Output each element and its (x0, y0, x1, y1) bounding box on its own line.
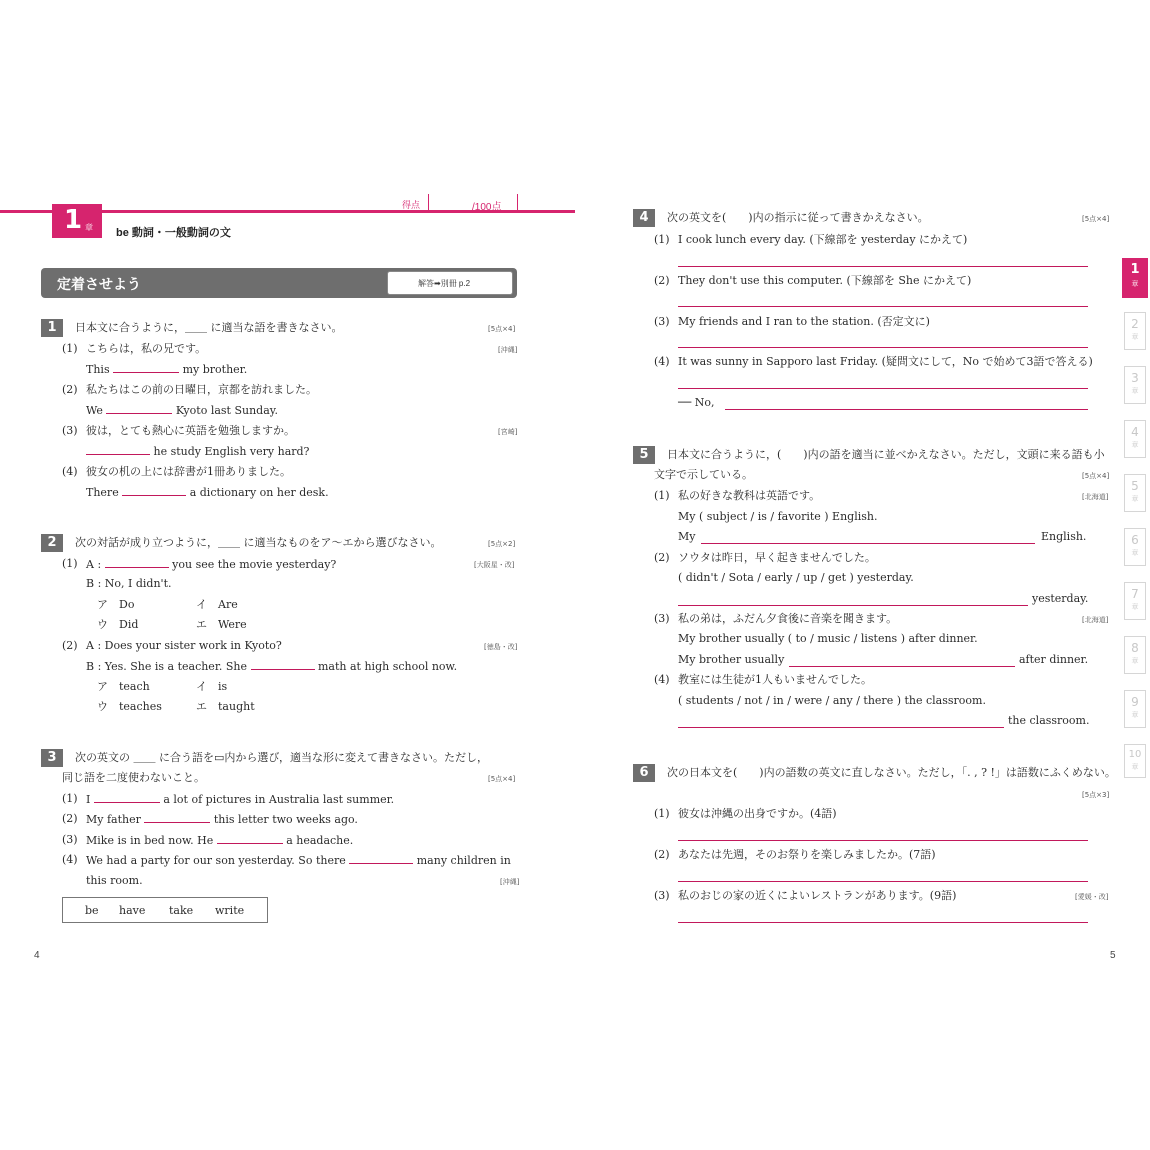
section-banner (41, 268, 517, 298)
chapter-tab-3[interactable]: 3 章 (1124, 366, 1146, 404)
q2-item1-tag: [大阪星・改] (474, 561, 515, 569)
q2-item2-choice-c: ウ teaches (97, 700, 162, 713)
q1-item1-no: (1) (62, 342, 78, 355)
answer-ref-box (387, 271, 513, 295)
q1-item1-ja: こちらは，私の兄です。 (86, 342, 207, 355)
q4-item2-no: (2) (654, 274, 670, 287)
q5-item1-end: English. (1041, 530, 1087, 543)
q4-item3: My friends and I ran to the station. (否定文に) (678, 315, 930, 328)
chapter-tab-5[interactable]: 5 章 (1124, 474, 1146, 512)
q6-item2-answer-line (678, 881, 1088, 882)
score-label: 得点 (402, 200, 421, 210)
q2-instruction: 次の対話が成り立つように，＿＿ に適当なものをア～エから選びなさい。 (75, 536, 442, 549)
chapter-title: be 動詞・一般動詞の文 (116, 227, 231, 239)
q3-item1: I a lot of pictures in Australia last summer. (86, 793, 395, 806)
q6-item2-ja: あなたは先週，そのお祭りを楽しみましたか。(7語) (678, 848, 936, 861)
q4-item3-answer-line (678, 347, 1088, 348)
q2-points: [5点×2] (488, 540, 516, 548)
q6-item1-answer-line (678, 840, 1088, 841)
q1-item4-en: There a dictionary on her desk. (86, 486, 329, 499)
answer-ref: 解答➡別冊 p.2 (418, 279, 471, 288)
q1-item3-tag: [宮崎] (498, 428, 518, 436)
q3-instruction: 次の英文の ＿＿ に合う語を▭内から選び，適当な形に変えて書きなさい。ただし， (75, 751, 488, 764)
q5-item2-words: ( didn't / Sota / early / up / get ) yesterday. (678, 571, 914, 584)
q6-number: 6 (633, 764, 655, 782)
q5-item4-end: the classroom. (1008, 714, 1090, 727)
q1-points: [5点×4] (488, 325, 516, 333)
q5-item3-end: after dinner. (1019, 653, 1089, 666)
q2-item1-choice-d: エ Were (196, 618, 247, 631)
q2-item2-tag: [徳島・改] (484, 643, 518, 651)
q4-item2: They don't use this computer. (下線部を She にかえて) (678, 274, 972, 287)
q5-item2-ja: ソウタは昨日，早く起きませんでした。 (678, 551, 876, 564)
q3-points: [5点×4] (488, 775, 516, 783)
q5-item3-answer-line (789, 666, 1015, 667)
q6-item3-tag: [愛媛・改] (1075, 893, 1109, 901)
q5-item4-ja: 教室には生徒が1人もいませんでした。 (678, 673, 872, 686)
q5-item4-no: (4) (654, 673, 670, 686)
q3-item1-no: (1) (62, 792, 78, 805)
section-title: 定着させよう (57, 276, 141, 292)
word-take: take (169, 904, 194, 917)
q5-item1-answer-line (701, 543, 1035, 544)
q6-item3-answer-line (678, 922, 1088, 923)
q5-points: [5点×4] (1082, 472, 1110, 480)
q1-item4-ja: 彼女の机の上には辞書が1冊ありました。 (86, 465, 291, 478)
q5-item4-words: ( students / not / in / were / any / there ) the classroom. (678, 694, 986, 707)
chapter-tab-1[interactable]: 1 章 (1122, 258, 1148, 298)
q4-item4-answer-line (678, 388, 1088, 389)
chapter-tab-8[interactable]: 8 章 (1124, 636, 1146, 674)
q6-item1-ja: 彼女は沖縄の出身ですか。(4語) (678, 807, 837, 820)
right-page (575, 0, 1150, 1150)
q4-instruction: 次の英文を( )内の指示に従って書きかえなさい。 (667, 211, 929, 224)
q4-item4-answer-line-2 (725, 409, 1088, 410)
q4-item4: It was sunny in Sapporo last Friday. (疑問文にして，No で始めて3語で答える) (678, 355, 1093, 368)
q1-item3-no: (3) (62, 424, 78, 437)
q4-item1-no: (1) (654, 233, 670, 246)
q1-item2-no: (2) (62, 383, 78, 396)
q3-instruction2: 同じ語を二度使わないこと。 (62, 771, 205, 784)
q5-item3-words: My brother usually ( to / music / listens ) after dinner. (678, 632, 978, 645)
q3-item2: My father this letter two weeks ago. (86, 813, 358, 826)
q5-item1-start: My (678, 530, 696, 543)
q5-number: 5 (633, 446, 655, 464)
q2-item1-b: B : No, I didn't. (86, 577, 172, 590)
score-total: /100点 (472, 202, 502, 213)
q4-item1: I cook lunch every day. (下線部を yesterday にかえて) (678, 233, 968, 246)
q6-item1-no: (1) (654, 807, 670, 820)
q3-item4-no: (4) (62, 853, 78, 866)
word-be: be (85, 904, 99, 917)
q1-item1-tag: [沖縄] (498, 346, 518, 354)
chapter-tab-6[interactable]: 6 章 (1124, 528, 1146, 566)
chapter-suffix: 章 (85, 223, 93, 232)
q2-item2-choice-b: イ is (196, 680, 228, 693)
q3-item3: Mike is in bed now. He a headache. (86, 834, 354, 847)
score-divider (428, 194, 429, 210)
q3-tag: [沖縄] (500, 878, 520, 886)
q2-item1-choice-c: ウ Did (97, 618, 139, 631)
q2-number: 2 (41, 534, 63, 552)
page-number-right: 5 (1110, 950, 1116, 961)
word-have: have (119, 904, 146, 917)
chapter-badge (52, 204, 102, 238)
q5-item3-start: My brother usually (678, 653, 785, 666)
q1-item2-en: We Kyoto last Sunday. (86, 404, 279, 417)
q4-number: 4 (633, 209, 655, 227)
chapter-tab-4[interactable]: 4 章 (1124, 420, 1146, 458)
q6-item3-no: (3) (654, 889, 670, 902)
chapter-tab-7[interactable]: 7 章 (1124, 582, 1146, 620)
q5-item3-ja: 私の弟は，ふだん夕食後に音楽を聞きます。 (678, 612, 898, 625)
score-divider-end (517, 194, 518, 210)
q5-item1-ja: 私の好きな教科は英語です。 (678, 489, 821, 502)
q5-item2-answer-line (678, 605, 1028, 606)
word-write: write (215, 904, 245, 917)
q2-item2-choice-a: ア teach (97, 680, 150, 693)
q4-item3-no: (3) (654, 315, 670, 328)
q3-item3-no: (3) (62, 833, 78, 846)
q5-item2-end: yesterday. (1032, 592, 1089, 605)
q1-item1-en: This my brother. (86, 363, 248, 376)
q2-item2-a: A : Does your sister work in Kyoto? (86, 639, 282, 652)
q3-number: 3 (41, 749, 63, 767)
q2-item2-no: (2) (62, 639, 78, 652)
q4-item2-answer-line (678, 306, 1088, 307)
chapter-tab-10[interactable]: 10 章 (1124, 744, 1146, 778)
q5-item2-no: (2) (654, 551, 670, 564)
q6-instruction: 次の日本文を( )内の語数の英文に直しなさい。ただし，「. , ? !」は語数にふくめない。 (667, 766, 1116, 779)
q6-points: [5点×3] (1082, 791, 1110, 799)
q5-item3-tag: [北海道] (1082, 616, 1109, 624)
q1-item3-ja: 彼は，とても熱心に英語を勉強しますか。 (86, 424, 295, 437)
q4-item4-no: (4) (654, 355, 670, 368)
q5-item4-answer-line (678, 727, 1004, 728)
q3-item4-cont: this room. (86, 874, 143, 887)
q3-item2-no: (2) (62, 812, 78, 825)
q1-number: 1 (41, 319, 63, 337)
q2-item2-b: B : Yes. She is a teacher. She math at high school now. (86, 660, 458, 673)
chapter-tabs (1122, 258, 1148, 778)
q6-item2-no: (2) (654, 848, 670, 861)
q3-word-box (62, 897, 268, 923)
q4-item1-answer-line (678, 266, 1088, 267)
q2-item1-a: A : you see the movie yesterday? (86, 558, 337, 571)
q3-item4: We had a party for our son yesterday. So there many children in (86, 854, 511, 867)
q1-item4-no: (4) (62, 465, 78, 478)
q2-item2-choice-d: エ taught (196, 700, 255, 713)
q5-instruction: 日本文に合うように，( )内の語を適当に並べかえなさい。ただし，文頭に来る語も小 (667, 448, 1105, 461)
chapter-tab-2[interactable]: 2 章 (1124, 312, 1146, 350)
q2-item1-choice-a: ア Do (97, 598, 135, 611)
q4-item4-answer-prefix: ── No, (678, 396, 715, 409)
q5-item1-no: (1) (654, 489, 670, 502)
q5-instruction2: 文字で示している。 (654, 468, 753, 481)
page-number-left: 4 (34, 950, 40, 961)
q5-item3-no: (3) (654, 612, 670, 625)
q5-item1-tag: [北海道] (1082, 493, 1109, 501)
q2-item1-no: (1) (62, 557, 78, 570)
q1-instruction: 日本文に合うように，＿＿ に適当な語を書きなさい。 (75, 321, 343, 334)
q1-item2-ja: 私たちはこの前の日曜日，京都を訪れました。 (86, 383, 317, 396)
q5-item1-words: My ( subject / is / favorite ) English. (678, 510, 878, 523)
q2-item1-choice-b: イ Are (196, 598, 238, 611)
chapter-tab-9[interactable]: 9 章 (1124, 690, 1146, 728)
chapter-number: 1 (64, 205, 83, 235)
q1-item3-en: he study English very hard? (86, 444, 309, 459)
q6-item3-ja: 私のおじの家の近くによいレストランがあります。(9語) (678, 889, 957, 902)
q4-points: [5点×4] (1082, 215, 1110, 223)
